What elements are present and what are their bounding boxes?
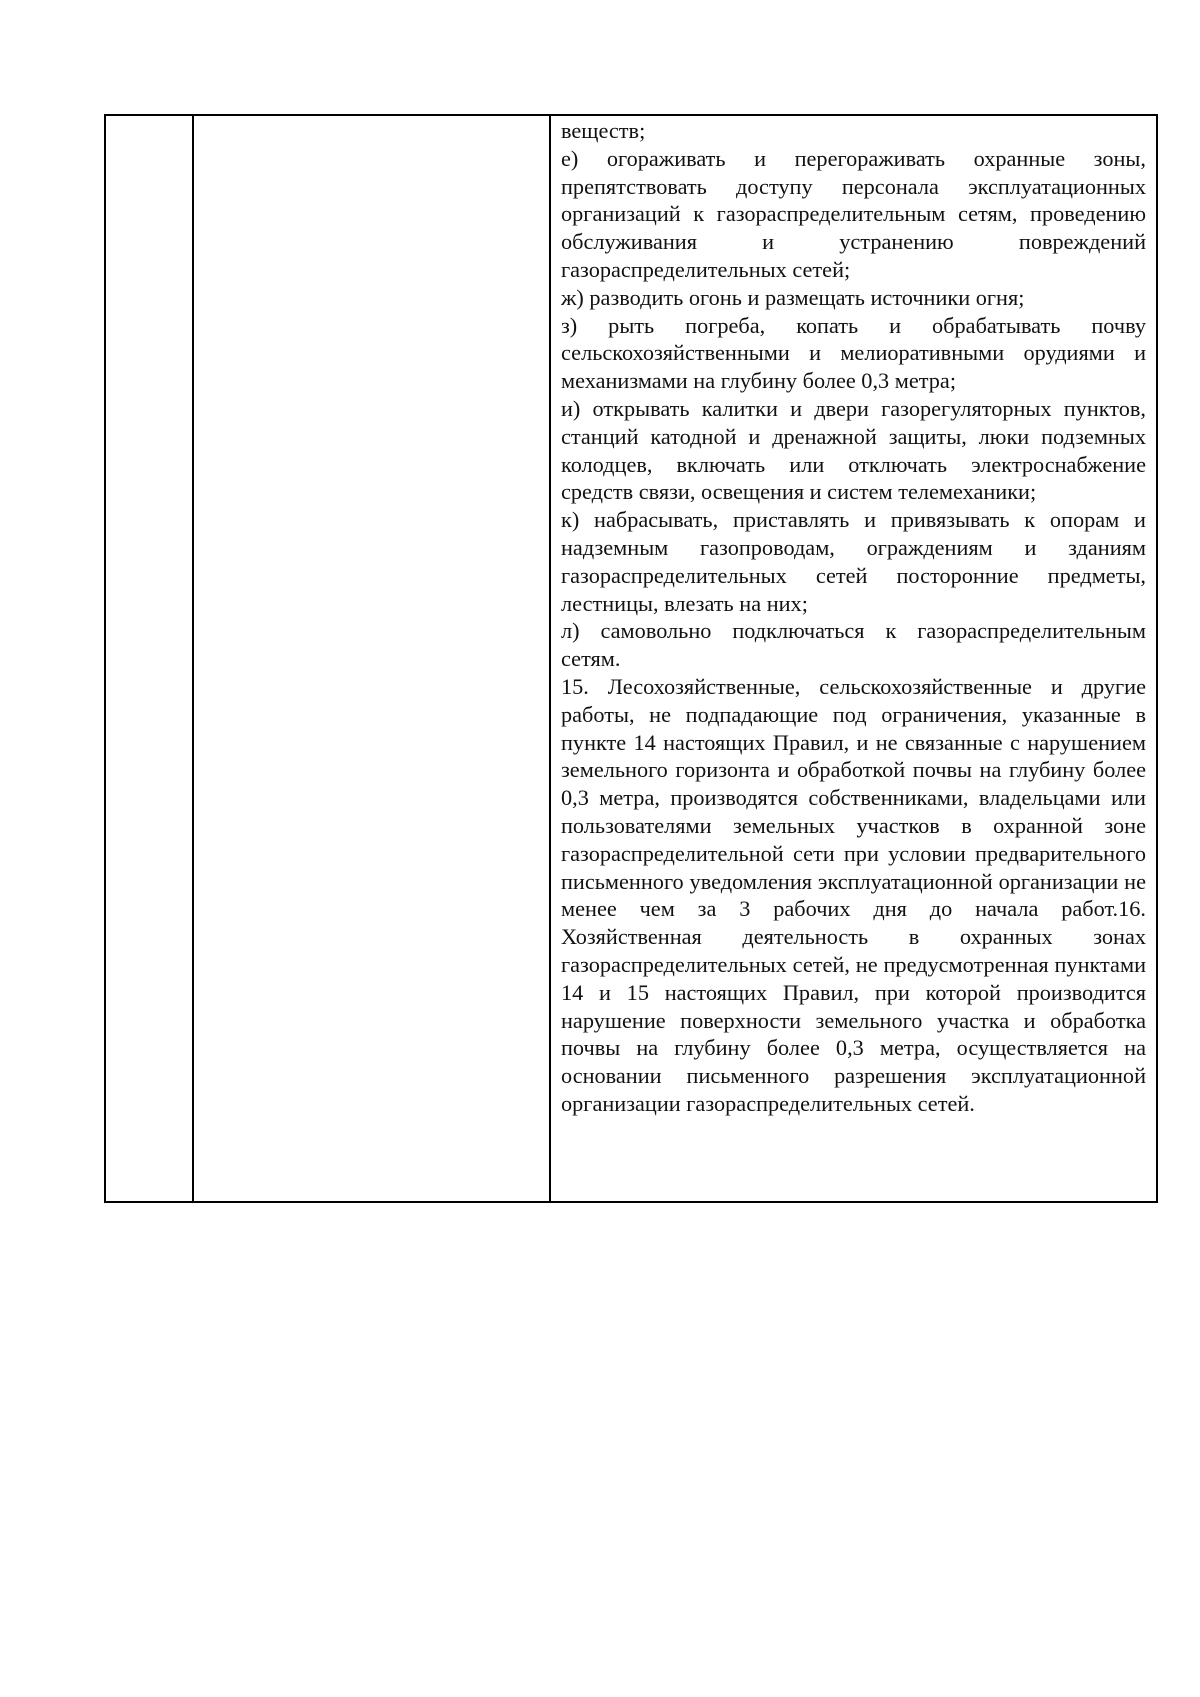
paragraph-15-16: 15. Лесохозяйственные, сельскохозяйственные и другие работы, не подпадающие под ограничения, указанные в пункте 14 настоящих Правил, и не связанные с нарушением земельного горизонта и обработкой почвы на глубину более 0,3 метра, производятся собственниками, владельцами или пользователями земельных участков в охранной зоне газораспределительной сети при условии предварительного письменного уведомления эксплуатационной организации не менее чем за 3 рабочих дня до начала работ.16. Хозяйственная деятельность в охранных зонах газораспределительных сетей, не предусмотренная пунктами 14 и 15 настоящих Правил, при которой производится нарушение поверхности земельного участка и обработка почвы на глубину более 0,3 метра, осуществляется на основании письменного разрешения эксплуатационной организации газораспределительных сетей. — [561, 673, 1146, 1116]
paragraph-item-l: л) самовольно подключаться к газораспределительным сетям. — [561, 618, 1146, 672]
row-number-cell — [105, 115, 193, 1202]
paragraph-item-e: е) огораживать и перегораживать охранные зоны, препятствовать доступу персонала эксплуатационных организаций к газораспределительным сетям, проведению обслуживания и устранению повреждений газораспределительных сетей; — [561, 145, 1146, 282]
row-name-cell — [193, 115, 550, 1202]
regulation-text — [551, 116, 1156, 1118]
regulations-table — [104, 114, 1158, 1203]
row-text-cell — [550, 115, 1157, 1202]
paragraph-item-z: з) рыть погреба, копать и обрабатывать почву сельскохозяйственными и мелиоративными орудиями и механизмами на глубину более 0,3 метра; — [561, 312, 1146, 394]
table-row — [105, 115, 1157, 1202]
paragraph-substances: веществ; — [561, 118, 646, 143]
paragraph-item-k: к) набрасывать, приставлять и привязывать к опорам и надземным газопроводам, ограждениям и зданиям газораспределительных сетей посторонние предметы, лестницы, влезать на них; — [561, 507, 1146, 616]
paragraph-item-zh: ж) разводить огонь и размещать источники огня; — [561, 284, 1025, 310]
paragraph-item-i: и) открывать калитки и двери газорегуляторных пунктов, станций катодной и дренажной защиты, люки подземных колодцев, включать или отключать электроснабжение средств связи, освещения и систем телемеханики; — [561, 395, 1146, 505]
